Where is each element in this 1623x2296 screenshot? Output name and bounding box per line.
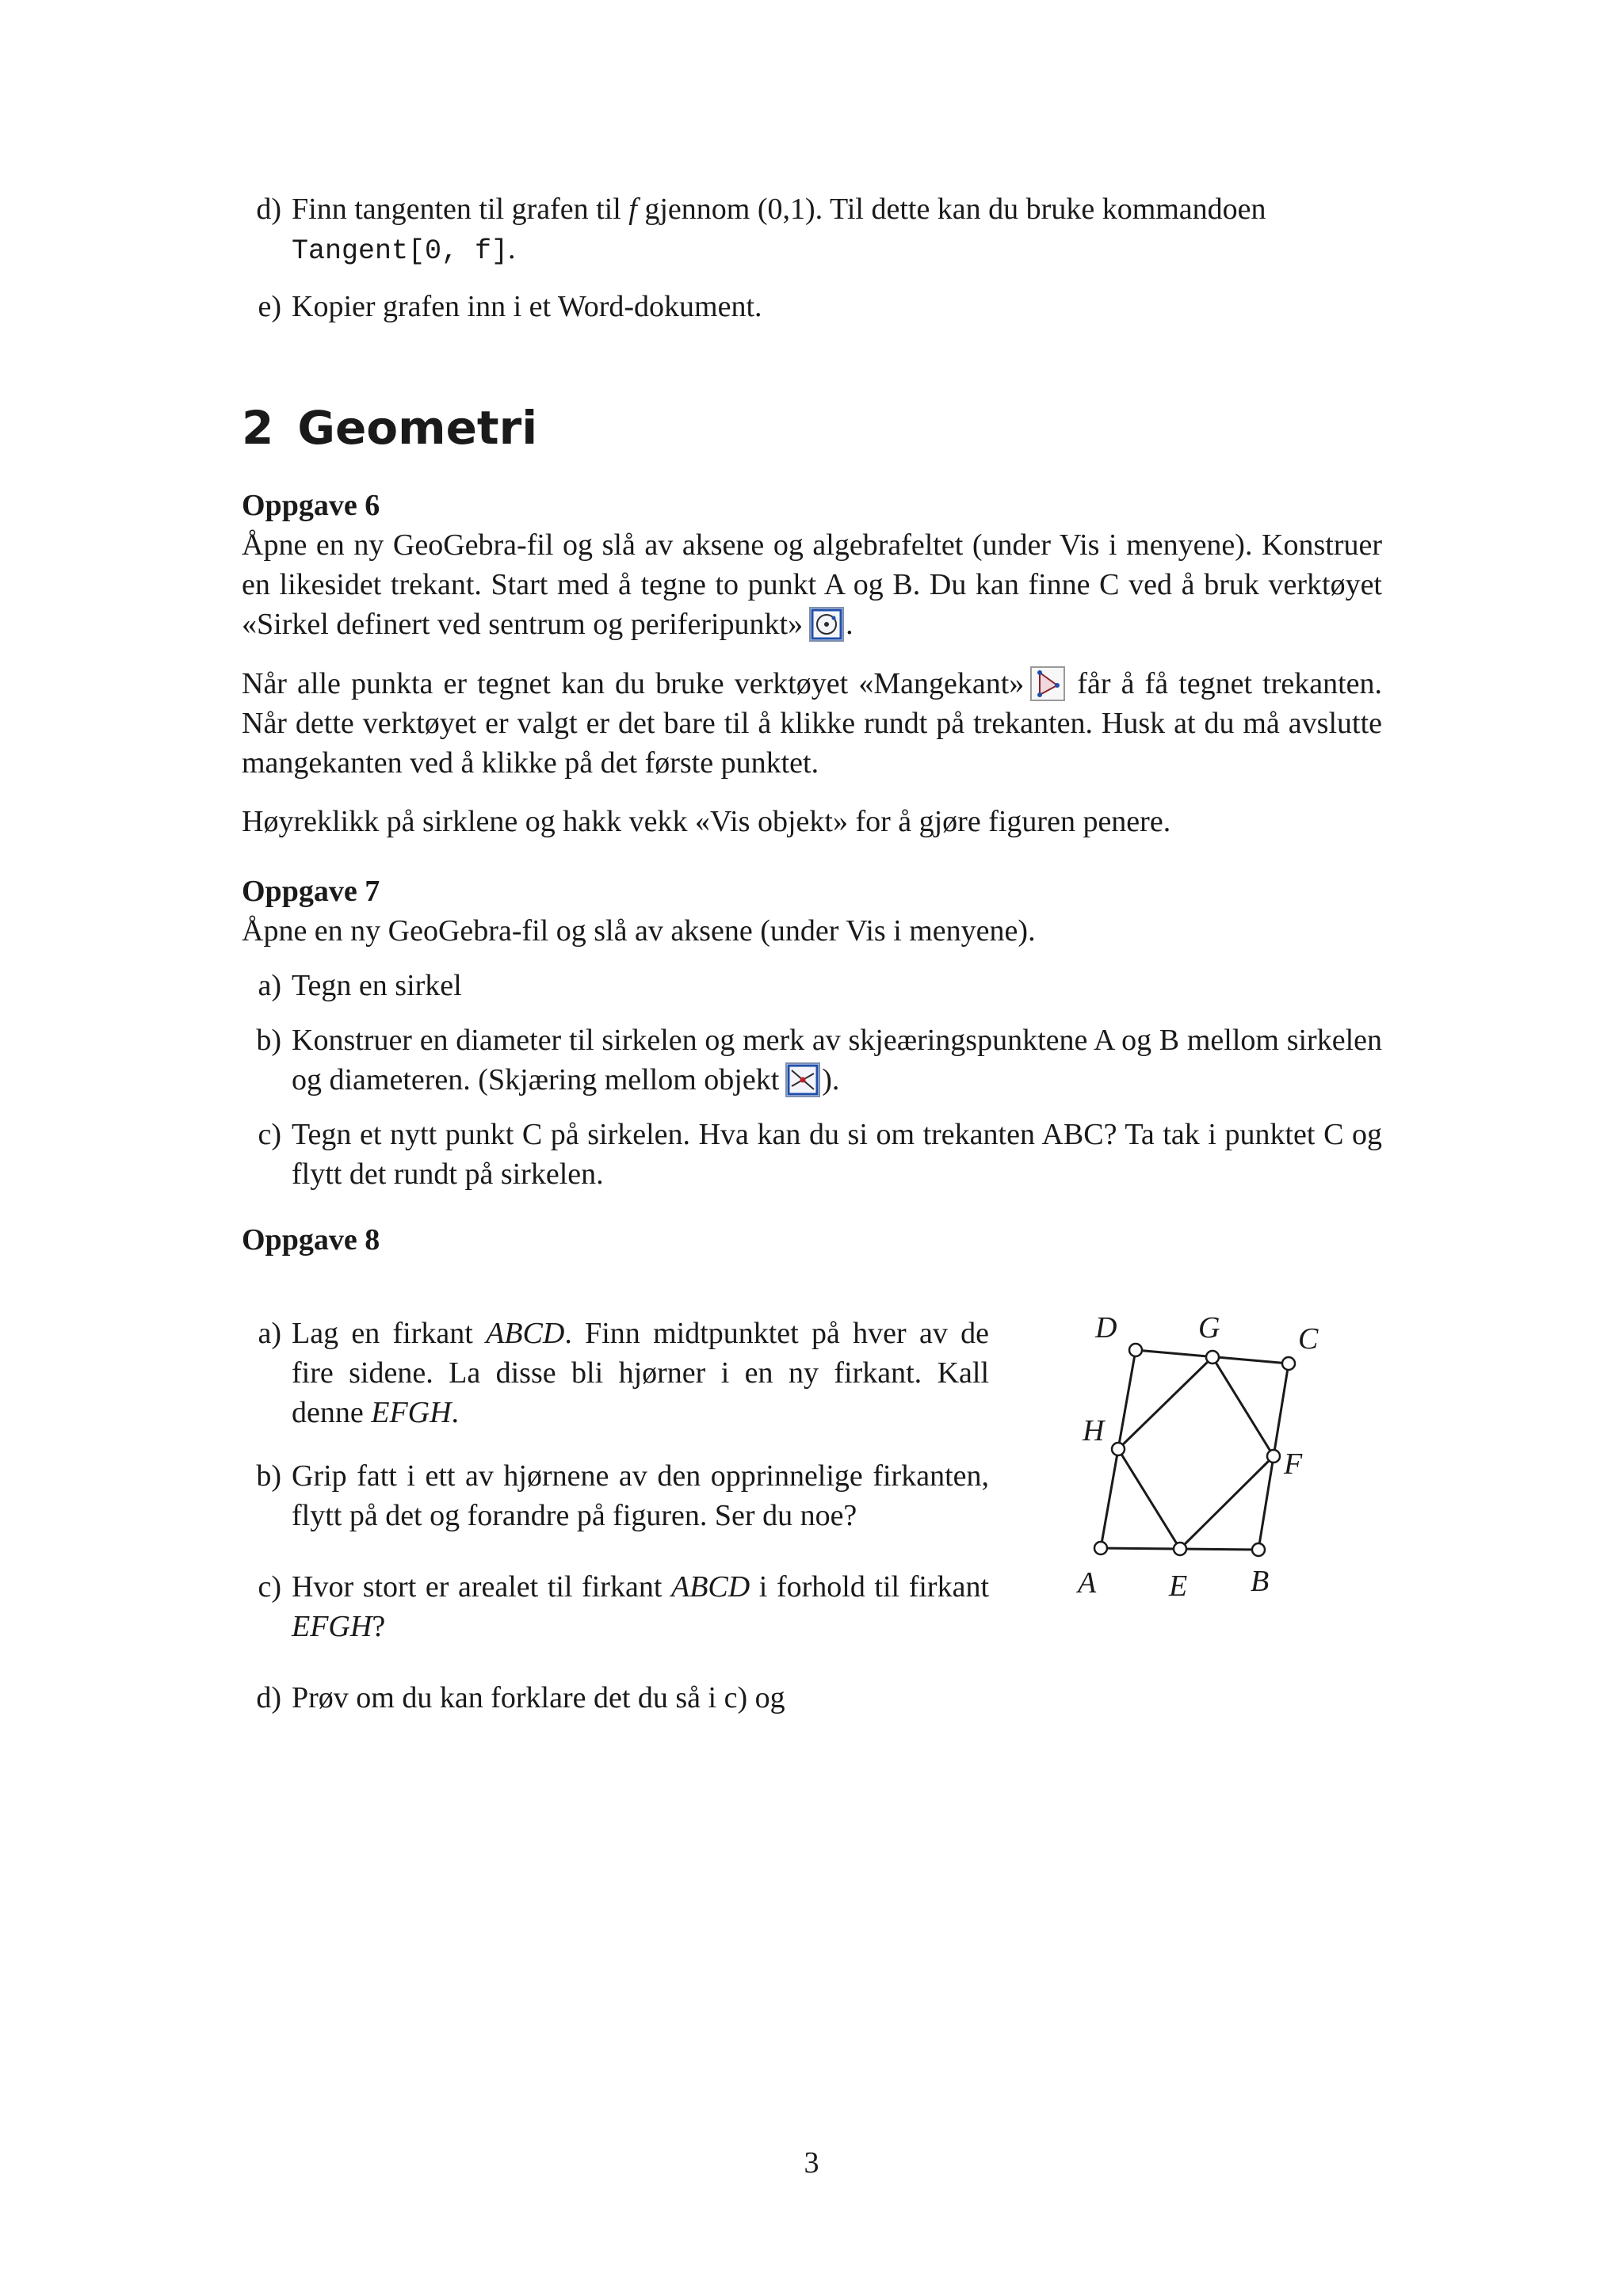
label-h: H <box>1083 1414 1105 1447</box>
point-a <box>1094 1542 1107 1554</box>
task8-item-c: Hvor stort er arealet til firkant ABCD i forhold til firkant EFGH? <box>292 1570 989 1643</box>
list-label: a) <box>258 1317 281 1350</box>
list-label: b) <box>256 1024 281 1057</box>
list-label: c) <box>258 1118 281 1151</box>
quadrilateral-figure <box>1054 1299 1498 1616</box>
label-d: D <box>1095 1311 1117 1344</box>
label-c: C <box>1298 1322 1319 1356</box>
point-b <box>1252 1543 1265 1556</box>
section-heading: 2 Geometri <box>242 401 538 455</box>
list-item-e: Kopier grafen inn i et Word-dokument. <box>292 290 762 323</box>
task7-item-a: Tegn en sirkel <box>292 969 462 1002</box>
label-g: G <box>1198 1311 1220 1344</box>
task8-item-a: Lag en firkant ABCD. Finn midtpunktet på hver av de fire sidene. La disse bli hjørner i en ny firkant. Kall denne EFGH. <box>292 1317 989 1429</box>
list-item-d: Finn tangenten til grafen til f gjennom (0,1). Til dette kan du bruke kommandoen Tangent[0, f]. <box>292 193 1266 267</box>
list-label: d) <box>256 193 281 226</box>
list-label: d) <box>256 1681 281 1714</box>
task6-paragraph-3: Høyreklikk på sirklene og hakk vekk «Vis objekt» for å gjøre figuren penere. <box>242 805 1171 838</box>
label-b: B <box>1251 1565 1270 1598</box>
label-e: E <box>1169 1569 1188 1603</box>
list-label: e) <box>258 290 281 323</box>
point-c <box>1282 1357 1295 1370</box>
task8-item-d: Prøv om du kan forklare det du så i c) og <box>292 1681 785 1714</box>
quad-abcd <box>1101 1350 1289 1550</box>
point-h <box>1112 1443 1125 1455</box>
page-number: 3 <box>804 2146 819 2180</box>
task-title: Oppgave 6 <box>242 489 380 522</box>
point-f <box>1267 1450 1280 1463</box>
task7-item-b: Konstruer en diameter til sirkelen og merk av skjeæringspunktene A og B mellom sirkelen og diameteren. (Skjæring mellom objekt ). <box>292 1024 1382 1097</box>
list-label: b) <box>256 1459 281 1493</box>
intersect-icon <box>785 1062 820 1097</box>
task8-item-b: Grip fatt i ett av hjørnene av den opprinnelige firkanten, flytt på det og forandre på figuren. Ser du noe? <box>292 1459 989 1532</box>
list-label: a) <box>258 969 281 1002</box>
quad-efgh <box>1118 1357 1274 1549</box>
point-g <box>1206 1351 1219 1363</box>
task7-intro: Åpne en ny GeoGebra-fil og slå av aksene (under Vis i menyene). <box>242 914 1036 948</box>
task-title: Oppgave 8 <box>242 1223 380 1257</box>
label-f: F <box>1284 1447 1303 1481</box>
task6-paragraph-2: Når alle punkta er tegnet kan du bruke verktøyet «Mangekant» får å få tegnet trekanten. Når dette verktøyet er valgt er det bare til å klikke rundt på trekanten. Husk at du må avslutte mangekanten ved å klikke på det første punktet. <box>242 667 1383 780</box>
task7-item-c: Tegn et nytt punkt C på sirkelen. Hva kan du si om trekanten ABC? Ta tak i punktet C og flytt det rundt på sirkelen. <box>292 1118 1382 1191</box>
command-code: Tangent[0, f] <box>292 235 509 267</box>
polygon-icon <box>1030 666 1065 701</box>
list-label: c) <box>258 1570 281 1604</box>
point-e <box>1174 1543 1186 1555</box>
task-title: Oppgave 7 <box>242 875 380 908</box>
circle-center-point-icon <box>809 607 844 642</box>
label-a: A <box>1078 1566 1097 1600</box>
point-d <box>1129 1344 1142 1356</box>
task6-paragraph-1: Åpne en ny GeoGebra-fil og slå av aksene og algebrafeltet (under Vis i menyene). Konstruer en likesidet trekant. Start med å tegne to punkt A og B. Du kan finne C ved å bruk verktøyet «Sirkel definert ved sentrum og periferipunkt» . <box>242 528 1382 641</box>
